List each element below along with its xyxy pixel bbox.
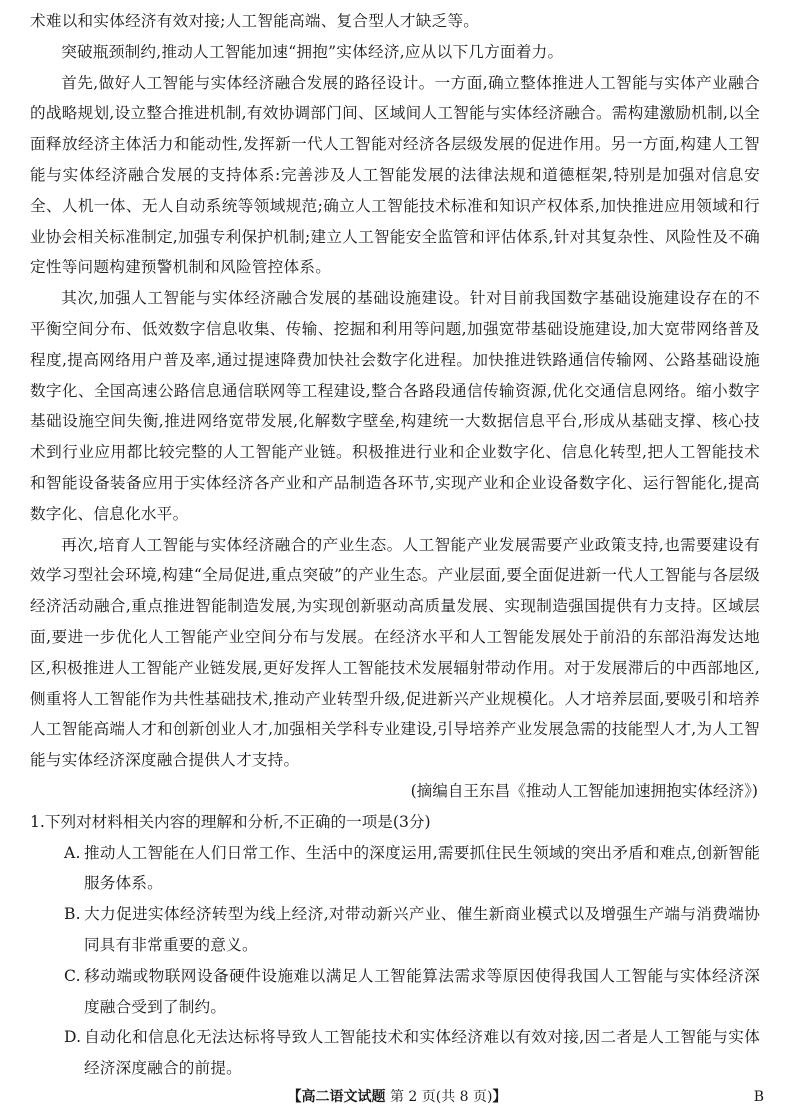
paragraph-third-point: 再次,培育人工智能与实体经济融合的产业生态。人工智能产业发展需要产业政策支持,也需要建设有效学习型社会环境,构建“全局促进,重点突破”的产业生态。产业层面,要全面促进新一代人工智能与各层级经济活动融合,重点推进智能制造发展,为实现创新驱动高质量发展、实现制造强国提供有力支持。区域层面,要进一步优化人工智能产业空间分布与发展。在经济水平和人工智能发展处于前沿的东部沿海发达地区,积极推进人工智能产业链发展,更好发挥人工智能技术发展辐射带动作用。对于发展滞后的中西部地区,侧重将人工智能作为共性基础技术,推动产业转型升级,促进新兴产业规模化。人才培养层面,要吸引和培养人工智能高端人才和创新创业人才,加强相关学科专业建设,引导培养产业发展急需的技能型人才,为人工智能与实体经济深度融合提供人才支持。 — [30, 535, 760, 770]
paragraph-second-point: 其次,加强人工智能与实体经济融合发展的基础设施建设。针对目前我国数字基础设施建设存在的不平衡空间分布、低效数字信息收集、传输、挖掘和利用等问题,加强宽带基础设施建设,加大宽带网络普及程度,提高网络用户普及率,通过提速降费加快社会数字化进程。加快推进铁路通信传输网、公路基础设施数字化、全国高速公路信息通信联网等工程建设,整合各路段通信传输资源,优化交通信息网络。缩小数字基础设施空间失衡,推进网络宽带发展,化解数字壁垒,构建统一大数据信息平台,形成从基础支撑、核心技术到行业应用都比较完整的人工智能产业链。积极推进行业和企业数字化、信息化转型,把人工智能技术和智能设备装备应用于实体经济各产业和产品制造各环节,实现产业和企业设备数字化、运行智能化,提高数字化、信息化水平。 — [30, 289, 760, 523]
footer-exam-title: 【高二语文试题 — [287, 1089, 386, 1105]
page-footer — [0, 1087, 794, 1107]
paragraph-intro: 突破瓶颈制约,推动人工智能加速“拥抱”实体经济,应从以下几方面着力。 — [61, 42, 564, 61]
option-c — [28, 961, 760, 1023]
paper-version-code: B — [753, 1089, 764, 1105]
option-a — [28, 838, 760, 900]
option-d — [28, 1022, 760, 1084]
option-letter: A. — [64, 843, 81, 862]
footer-close-bracket: 】 — [492, 1089, 507, 1105]
option-text: 移动端或物联网设备硬件设施难以满足人工智能算法需求等原因使得我国人工智能与实体经济深度融合受到了制约。 — [84, 966, 760, 1016]
footer-page-info: 第 2 页(共 8 页) — [389, 1089, 493, 1105]
paragraph-continued: 术难以和实体经济有效对接;人工智能高端、复合型人才缺乏等。 — [30, 12, 480, 30]
option-text: 大力促进实体经济转型为线上经济,对带动新兴产业、催生新商业模式以及增强生产端与消费端协同具有非常重要的意义。 — [84, 905, 760, 954]
question-stem: 1.下列对材料相关内容的理解和分析,不正确的一项是(3分) — [30, 812, 431, 831]
option-letter: C. — [64, 966, 81, 985]
paragraph-first-point: 首先,做好人工智能与实体经济融合发展的路径设计。一方面,确立整体推进人工智能与实体产业融合的战略规划,设立整合推进机制,有效协调部门间、区域间人工智能与实体经济融合。需构建激励机制,以全面释放经济主体活力和能动性,发挥新一代人工智能对经济各层级发展的促进作用。另一方面,构建人工智能与实体经济融合发展的支持体系:完善涉及人工智能发展的法律法规和道德框架,特别是加强对信息安全、人机一体、无人自动系统等领域规范;确立人工智能技术标准和知识产权体系,加快推进应用领域和行业协会相关标准制定,加强专利保护机制;建立人工智能安全监管和评估体系,针对其复杂性、风险性及不确定性等问题构建预警机制和风险管控体系。 — [30, 73, 760, 277]
option-text: 自动化和信息化无法达标将导致人工智能技术和实体经济难以有效对接,因二者是人工智能与实体经济深度融合的前提。 — [84, 1028, 760, 1078]
option-letter: D. — [64, 1028, 82, 1047]
option-letter: B. — [64, 905, 81, 924]
option-b — [28, 899, 760, 961]
option-text: 推动人工智能在人们日常工作、生活中的深度运用,需要抓住民生领域的突出矛盾和难点,创新智能服务体系。 — [84, 843, 760, 893]
source-citation: (摘编自王东昌《推动人工智能加速拥抱实体经济》) — [410, 781, 758, 800]
question-block — [30, 807, 760, 1084]
